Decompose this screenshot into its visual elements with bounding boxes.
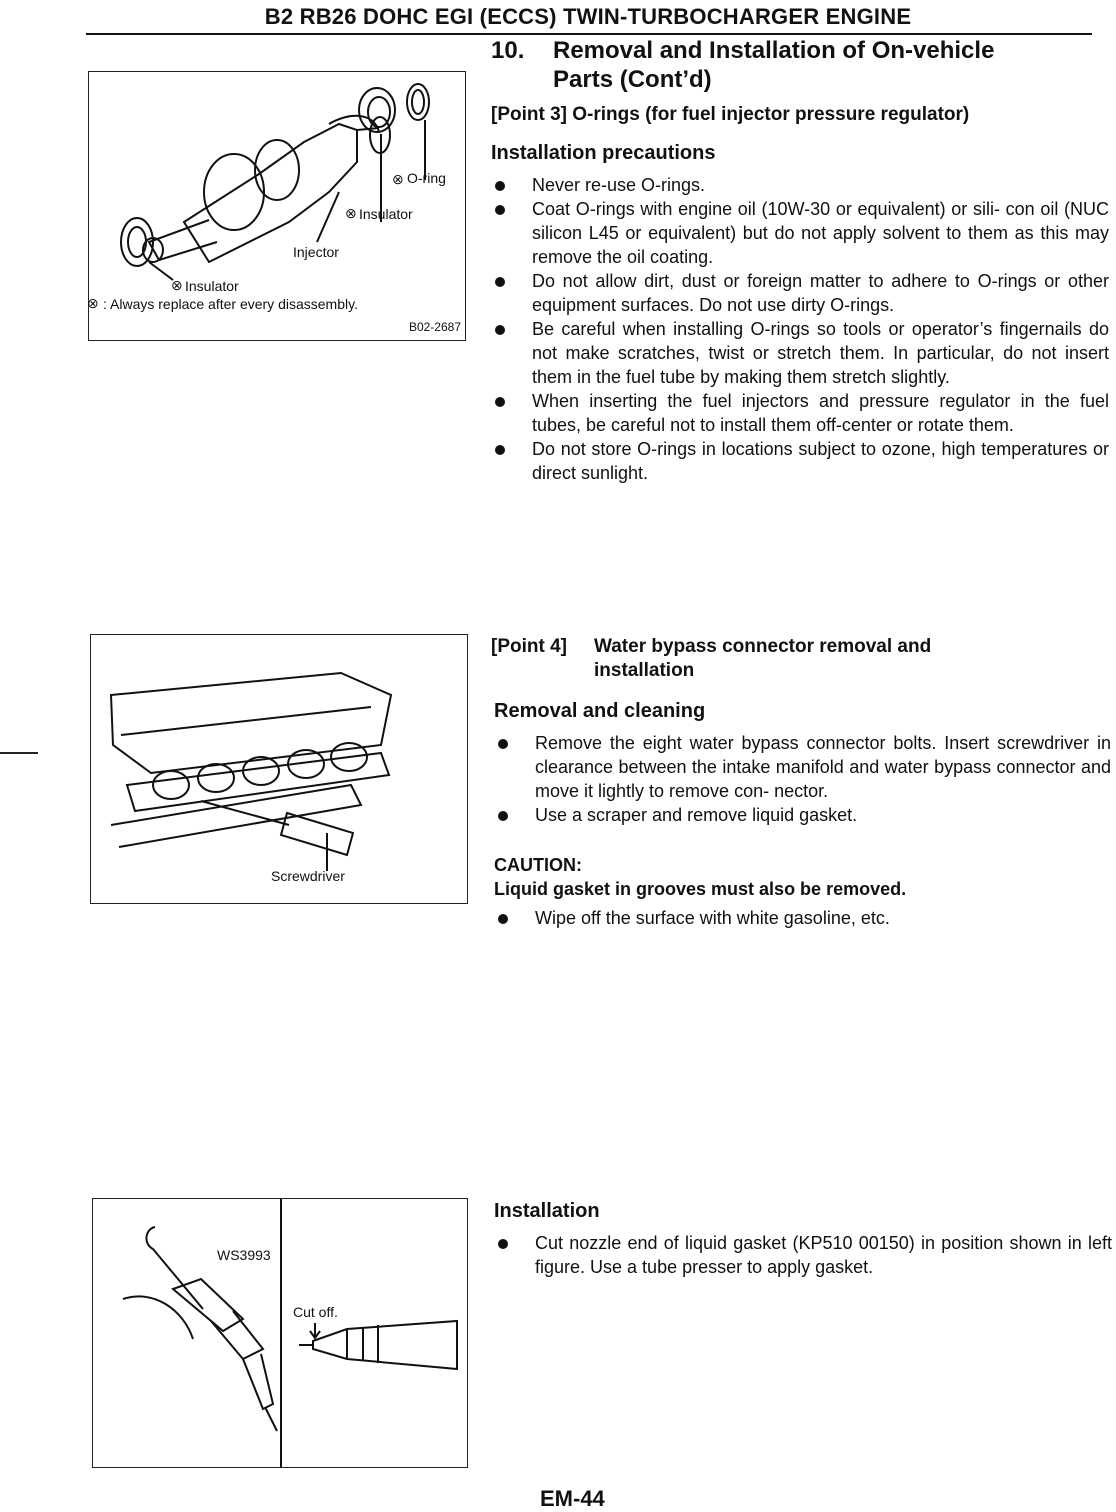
list-item (494, 1231, 1112, 1279)
bullet-icon (495, 277, 505, 287)
point3-subheading: Installation precautions (491, 142, 716, 164)
list-item (491, 437, 1109, 485)
bullet-icon (498, 1239, 508, 1249)
bullet-icon (495, 325, 505, 335)
bullet-icon (498, 914, 508, 924)
point4-heading-line2: installation (594, 660, 695, 681)
label-tool-number: WS3993 (217, 1247, 271, 1263)
installation-subheading: Installation (494, 1200, 600, 1222)
list-item (491, 173, 1109, 197)
section-number: 10. (491, 37, 525, 64)
list-item (494, 803, 1111, 827)
list-item (491, 317, 1109, 389)
point4-heading-line1: Water bypass connector removal and (594, 636, 932, 657)
figure-screwdriver (90, 634, 468, 904)
label-injector: Injector (293, 244, 339, 260)
gasket-drawing (93, 1199, 467, 1467)
section-title (491, 36, 1091, 94)
bullet-text: Use a scraper and remove liquid gasket. (535, 805, 858, 825)
list-item (491, 269, 1109, 317)
label-insulator-top: Insulator (359, 206, 413, 222)
figure-injector (88, 71, 466, 341)
svg-text:⊗: ⊗ (171, 277, 183, 293)
svg-text:⊗: ⊗ (87, 295, 99, 311)
label-insulator-bottom: Insulator (185, 278, 239, 294)
page-header-title: B2 RB26 DOHC EGI (ECCS) TWIN-TURBOCHARGER ENGINE (264, 4, 912, 29)
point4-bullet-list (494, 731, 1111, 827)
bullet-icon (498, 739, 508, 749)
bullet-icon (495, 397, 505, 407)
installation-bullet-list (494, 1231, 1112, 1279)
point4-subheading: Removal and cleaning (494, 700, 706, 722)
list-item (491, 389, 1109, 437)
point4-heading (491, 635, 1091, 683)
label-oring: O-ring (407, 170, 446, 186)
bullet-text: When inserting the fuel injectors and pressure regulator in the fuel tubes, be careful not to install them off-center or rotate them. (532, 391, 1109, 435)
point3-bullet-list (491, 173, 1109, 485)
bullet-text: Cut nozzle end of liquid gasket (KP510 00150) in position shown in left figure. Use a tube presser to apply gasket. (535, 1233, 1112, 1277)
bullet-icon (498, 811, 508, 821)
bullet-icon (495, 445, 505, 455)
bullet-text: Coat O-rings with engine oil (10W-30 or equivalent) or sili- con oil (NUC silicon L45 or equivalent) but do not apply solvent to them as this may remove the oil coating. (532, 199, 1109, 267)
bullet-text: Do not store O-rings in locations subject to ozone, high temperatures or direct sunlight. (532, 439, 1109, 483)
list-item (494, 906, 1111, 930)
caution-label: CAUTION: (494, 855, 582, 875)
figure-liquid-gasket (92, 1198, 468, 1468)
bullet-icon (495, 205, 505, 215)
bullet-text: Never re-use O-rings. (532, 175, 706, 195)
point3-heading: [Point 3] O-rings (for fuel injector pressure regulator) (491, 104, 970, 125)
page-number: EM-44 (540, 1486, 605, 1511)
svg-text:⊗: ⊗ (392, 171, 404, 187)
point4-bullet-list-after (494, 906, 1111, 930)
margin-mark (0, 752, 38, 754)
label-cut-off: Cut off. (293, 1304, 338, 1320)
caution-text: Liquid gasket in grooves must also be removed. (494, 879, 907, 899)
section-title-line1: Removal and Installation of On-vehicle (553, 37, 995, 64)
manifold-drawing (91, 635, 467, 903)
list-item (491, 197, 1109, 269)
figure-note: : Always replace after every disassembly. (103, 296, 358, 312)
bullet-text: Wipe off the surface with white gasoline, etc. (535, 908, 890, 928)
header-divider (86, 33, 1092, 35)
bullet-text: Be careful when installing O-rings so tools or operator’s fingernails do not make scratches, twist or stretch them. In particular, do not insert them in the fuel tube by making them stretch slightly. (532, 319, 1109, 387)
section-title-line2: Parts (Cont’d) (553, 66, 712, 93)
bullet-text: Do not allow dirt, dust or foreign matter to adhere to O-rings or other equipment surfaces. Do not use dirty O-rings. (532, 271, 1109, 315)
list-item (494, 731, 1111, 803)
svg-text:⊗: ⊗ (345, 205, 357, 221)
bullet-text: Remove the eight water bypass connector bolts. Insert screwdriver in clearance between the intake manifold and water bypass connector and move it lightly to remove con- nector. (535, 733, 1111, 801)
point4-heading-prefix: [Point 4] (491, 636, 567, 657)
label-screwdriver: Screwdriver (271, 868, 345, 884)
bullet-icon (495, 181, 505, 191)
figure-code: B02-2687 (408, 320, 461, 334)
